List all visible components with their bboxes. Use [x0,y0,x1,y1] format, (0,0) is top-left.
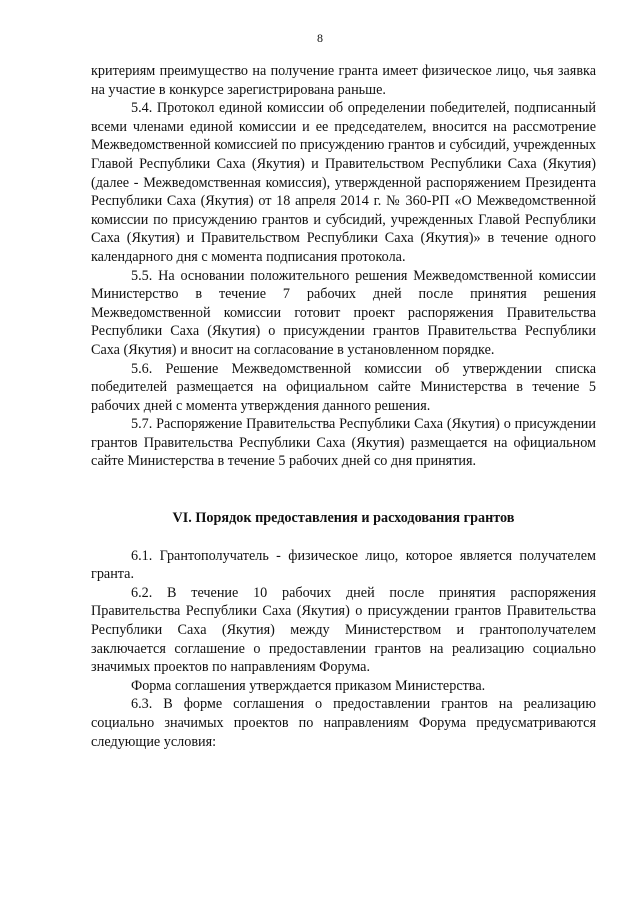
document-body [91,62,596,751]
paragraph-5-4: 5.4. Протокол единой комиссии об определении победителей, подписанный всеми членами единой комиссии и ее председателем, вносится на рассмотрение Межведомственной комиссией по присуждению грантов и субсидий, учрежденных Главой Республики Саха (Якутия) и Правительством Республики Саха (Якутия) (далее - Межведомственная комиссия), утвержденной распоряжением Президента Республики Саха (Якутия) от 18 апреля 2014 г. № 360-РП «О Межведомственной комиссии по присуждению грантов и субсидий, учрежденных Главой Республики Саха (Якутия) и Правительством Республики Саха (Якутия)» в течение одного календарного дня с момента подписания протокола. [91,100,596,265]
paragraph-6-3: 6.3. В форме соглашения о предоставлении грантов на реализацию социально значимых проектов по направлениям Форума предусматриваются следующие условия: [91,696,596,750]
page-number: 8 [317,31,323,45]
paragraph-continuation: критериям преимущество на получение гранта имеет физическое лицо, чья заявка на участие в конкурсе зарегистрирована раньше. [91,63,596,98]
paragraph-agreement-form: Форма соглашения утверждается приказом Министерства. [131,677,486,694]
paragraph-5-5: 5.5. На основании положительного решения Межведомственной комиссии Министерство в течение 7 рабочих дней после принятия решения Межведомственной комиссии готовит проект распоряжения Правительства Республики Саха (Якутия) о присуждении грантов Правительства Республики Саха (Якутия) и вносит на согласование в установленном порядке. [91,267,596,358]
paragraph-6-2: 6.2. В течение 10 рабочих дней после принятия распоряжения Правительства Республики Саха (Якутия) о присуждении грантов Правительства Республики Саха (Якутия) между Министерством и грантополучателем заключается соглашение о предоставлении грантов на реализацию социально значимых проектов по направлениям Форума. [91,584,596,676]
section-heading: VI. Порядок предоставления и расходования грантов [172,510,515,527]
paragraph-5-7: 5.7. Распоряжение Правительства Республики Саха (Якутия) о присуждении грантов Правительства Республики Саха (Якутия) размещается на официальном сайте Министерства в течение 5 рабочих дней со дня принятия. [91,416,596,470]
paragraph-6-1: 6.1. Грантополучатель - физическое лицо, которое является получателем гранта. [91,547,596,583]
paragraph-5-6: 5.6. Решение Межведомственной комиссии об утверждении списка победителей размещается на официальном сайте Министерства в течение 5 рабочих дней с момента утверждения данного решения. [91,360,596,414]
